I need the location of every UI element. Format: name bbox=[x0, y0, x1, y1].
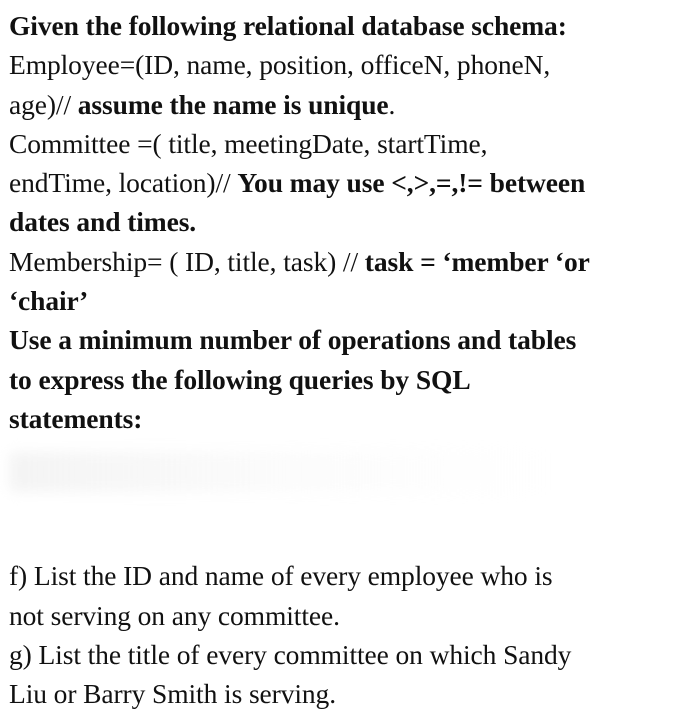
membership-schema-line-1 bbox=[9, 242, 693, 281]
membership-schema-text: Membership= ( ID, title, task) // bbox=[9, 245, 365, 277]
question-document bbox=[9, 6, 693, 713]
employee-schema-text: age)// bbox=[9, 88, 78, 120]
committee-schema-line-2 bbox=[9, 163, 693, 202]
query-f-line-1: f) List the ID and name of every employee who is bbox=[9, 560, 553, 592]
employee-schema-note: assume the name is unique bbox=[77, 88, 389, 120]
schema-heading: Given the following relational database schema: bbox=[9, 10, 567, 41]
employee-schema-period: . bbox=[388, 88, 396, 120]
employee-schema-line-1: Employee=(ID, name, position, officeN, phoneN, bbox=[9, 49, 551, 81]
query-f-line-2: not serving on any committee. bbox=[9, 599, 340, 631]
committee-schema-line-3: dates and times. bbox=[9, 206, 197, 238]
committee-schema-text: endTime, location)// bbox=[9, 167, 238, 199]
committee-schema-line-1: Committee =( title, meetingDate, startTime, bbox=[9, 127, 488, 159]
instructions-line-2: to express the following queries by SQL bbox=[9, 363, 471, 395]
instructions-line-1: Use a minimum number of operations and tables bbox=[9, 324, 577, 356]
employee-schema-line-2 bbox=[9, 85, 693, 124]
instructions-line-3: statements: bbox=[9, 402, 143, 434]
membership-schema-line-2: ‘chair’ bbox=[9, 285, 89, 317]
committee-schema-note: You may use <,>,=,!= between bbox=[237, 167, 586, 199]
membership-schema-note: task = ‘member ‘or bbox=[364, 245, 590, 277]
blank-gap bbox=[9, 438, 693, 556]
query-g-line-2: Liu or Barry Smith is serving. bbox=[9, 678, 336, 710]
query-g-line-1: g) List the title of every committee on which Sandy bbox=[9, 638, 572, 670]
